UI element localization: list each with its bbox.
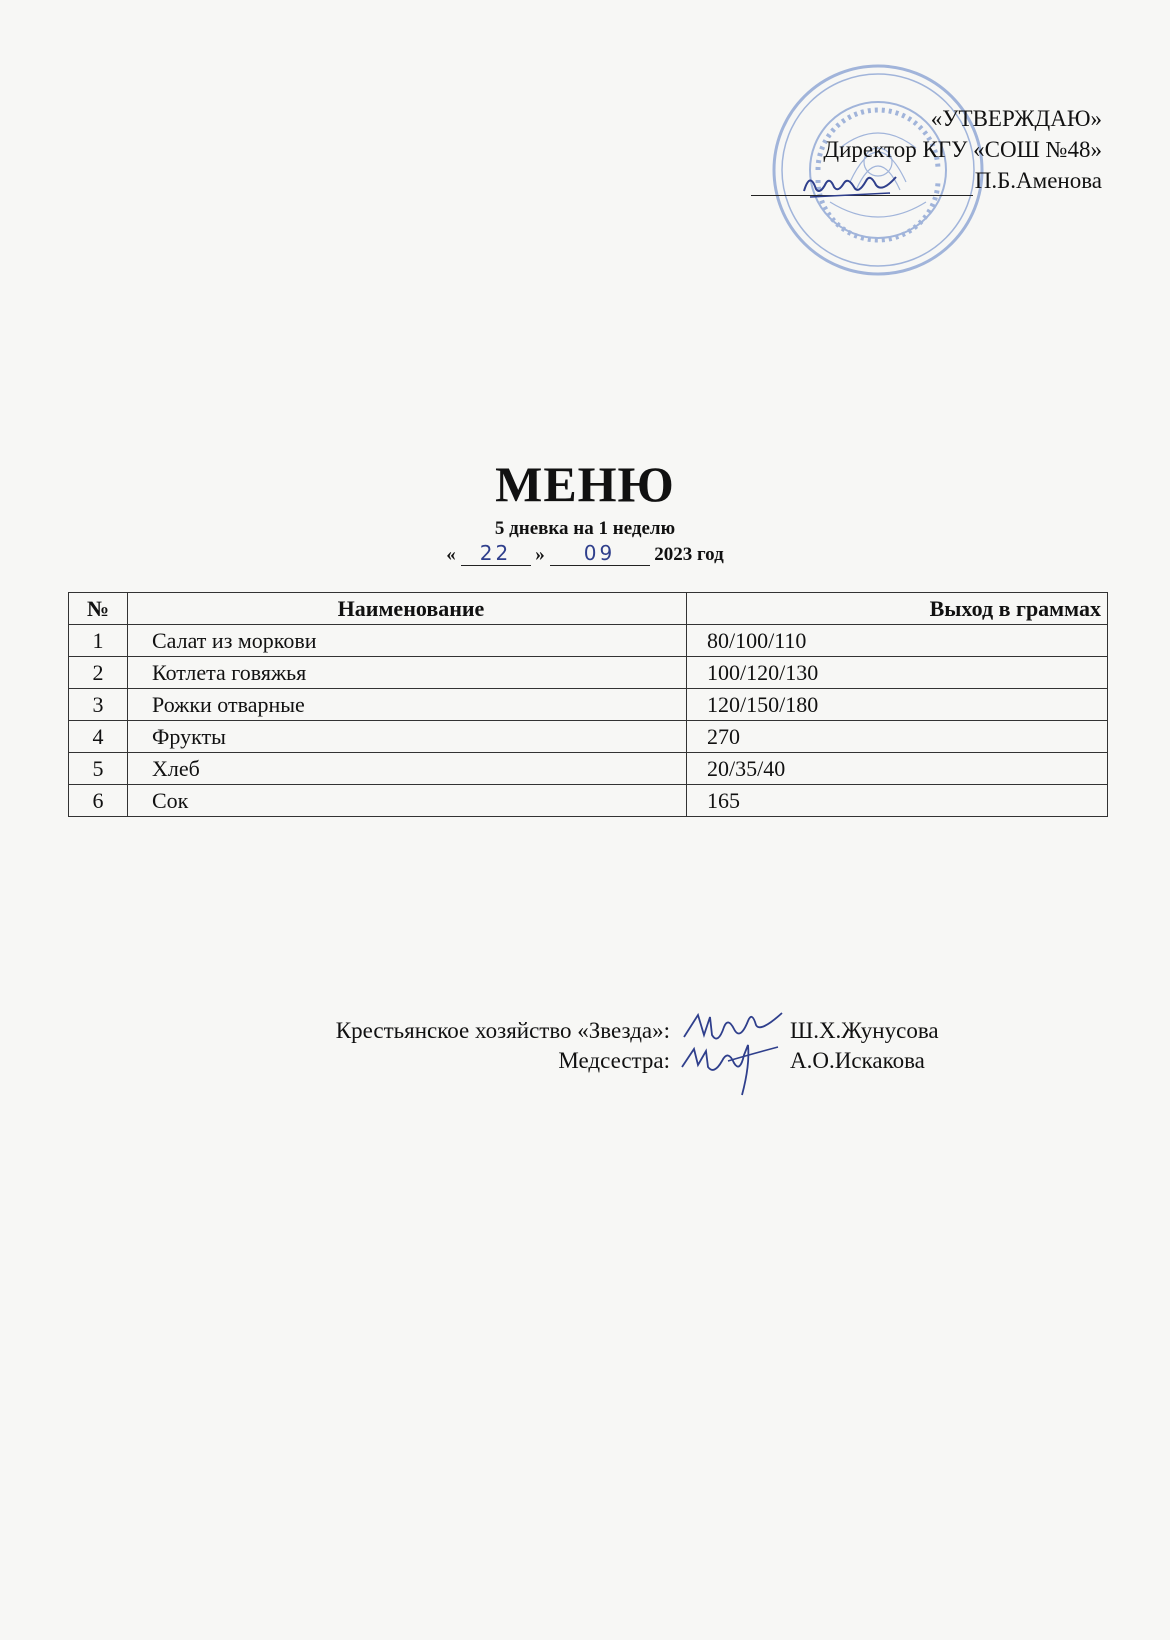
table-row: [69, 753, 1108, 785]
row-output: 20/35/40: [687, 753, 1108, 785]
row-num: 2: [69, 657, 128, 689]
date-close-quote: »: [535, 544, 545, 565]
date-month: 09: [550, 541, 650, 566]
approval-stamp-word: «УТВЕРЖДАЮ»: [930, 106, 1102, 131]
menu-table: [68, 592, 1108, 817]
table-header-row: [69, 593, 1108, 625]
table-row: [69, 657, 1108, 689]
row-name: Салат из моркови: [128, 625, 687, 657]
table-row: [69, 625, 1108, 657]
row-name: Фрукты: [128, 721, 687, 753]
row-output: 120/150/180: [687, 689, 1108, 721]
approval-position: Директор КГУ «СОШ №48»: [823, 137, 1102, 162]
row-num: 5: [69, 753, 128, 785]
row-num: 3: [69, 689, 128, 721]
signer-role: Крестьянское хозяйство «Звезда»:: [335, 1018, 670, 1043]
table-row: [69, 689, 1108, 721]
table-row: [69, 721, 1108, 753]
row-name: Котлета говяжья: [128, 657, 687, 689]
signer-name: А.О.Искакова: [790, 1048, 925, 1073]
row-num: 4: [69, 721, 128, 753]
header-name: Наименование: [128, 593, 687, 625]
row-name: Сок: [128, 785, 687, 817]
signer-row: [0, 1048, 1170, 1078]
header-num: №: [69, 593, 128, 625]
signers-signatures: [678, 1005, 788, 1100]
row-name: Рожки отварные: [128, 689, 687, 721]
director-signature: [800, 163, 900, 203]
page-subtitle: 5 дневка на 1 неделю: [494, 518, 676, 539]
signer-role: Медсестра:: [558, 1048, 670, 1073]
row-output: 270: [687, 721, 1108, 753]
page-title: МЕНЮ: [495, 456, 675, 512]
header-output: Выход в граммах: [687, 593, 1108, 625]
row-output: 165: [687, 785, 1108, 817]
table-row: [69, 785, 1108, 817]
approval-name: П.Б.Аменова: [974, 168, 1102, 193]
date-day: 22: [461, 541, 531, 566]
row-output: 100/120/130: [687, 657, 1108, 689]
row-num: 6: [69, 785, 128, 817]
row-num: 1: [69, 625, 128, 657]
date-line: [0, 541, 1170, 566]
signer-row: [0, 1018, 1170, 1048]
date-open-quote: «: [446, 544, 456, 565]
date-year: 2023 год: [654, 544, 724, 565]
signer-name: Ш.Х.Жунусова: [790, 1018, 939, 1043]
row-output: 80/100/110: [687, 625, 1108, 657]
row-name: Хлеб: [128, 753, 687, 785]
